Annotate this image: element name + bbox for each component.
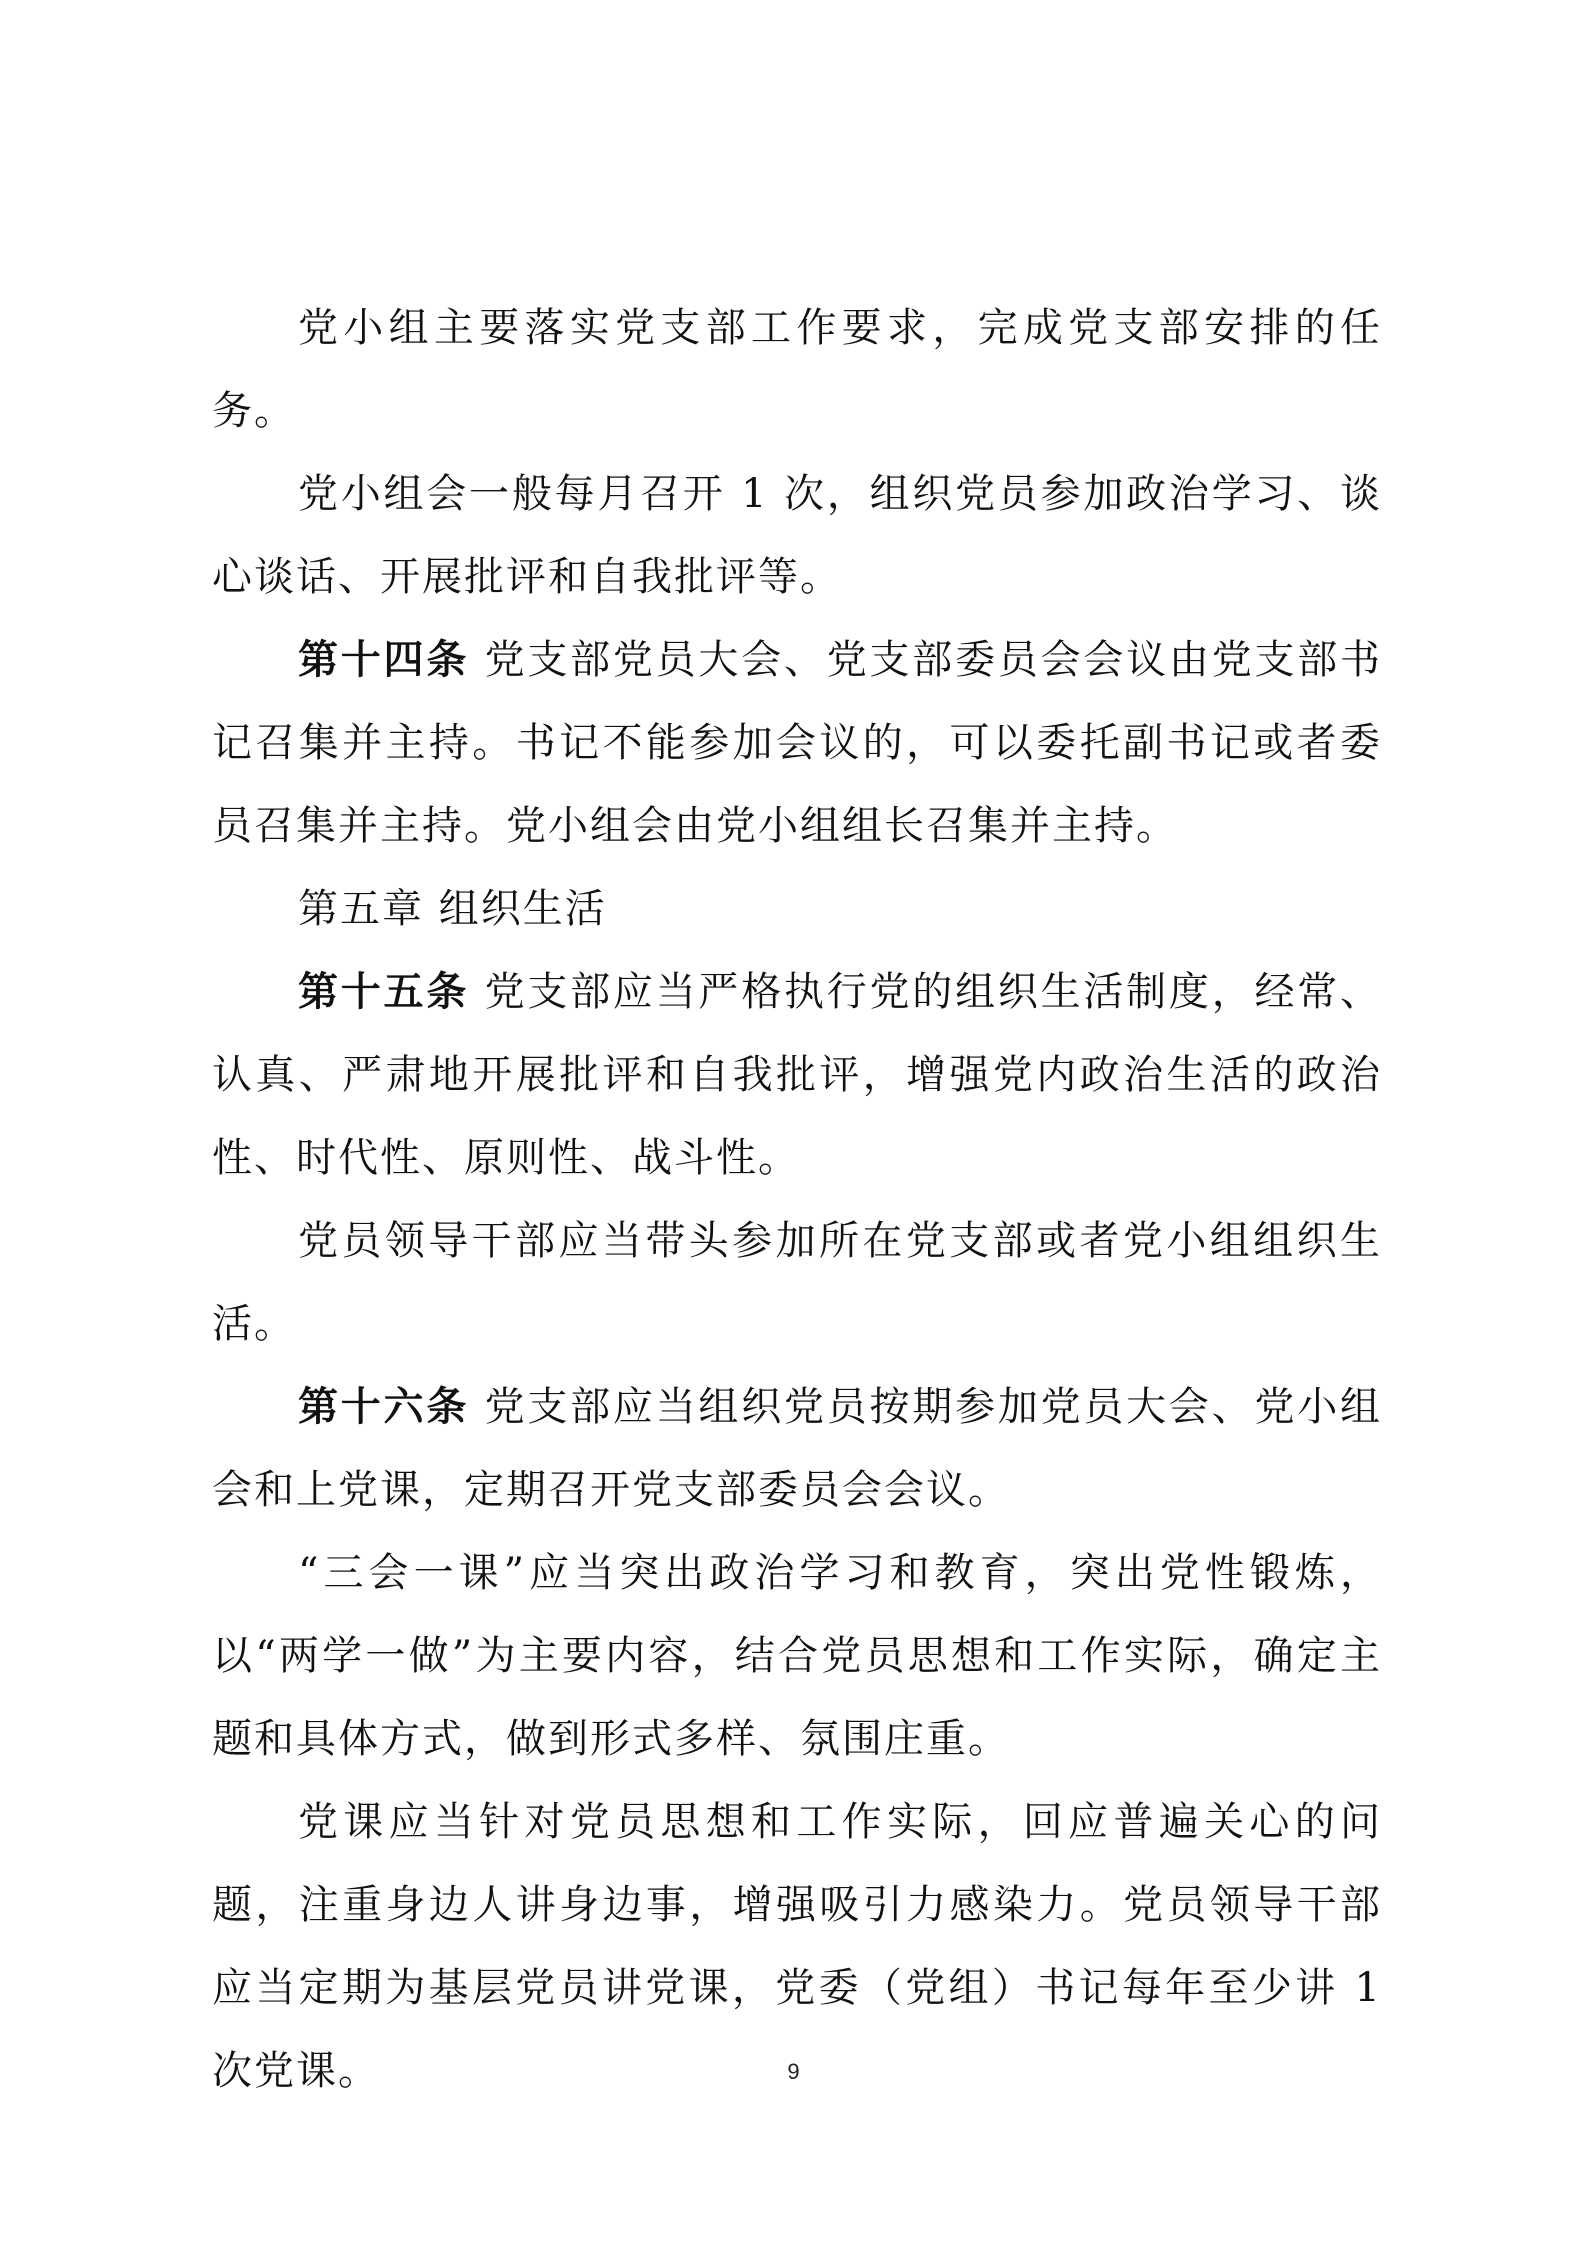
paragraph-text: 党小组主要落实党支部工作要求，完成党支部安排的任务。 xyxy=(212,305,1382,434)
paragraph-text: 党课应当针对党员思想和工作实际，回应普遍关心的问题，注重身边人讲身边事，增强吸引力感染力。党员领导干部应当定期为基层党员讲党课，党委（党组）书记每年至少讲 1 次党课。 xyxy=(212,1799,1382,2094)
paragraph-text: 党支部应当严格执行党的组织生活制度，经常、认真、严肃地开展批评和自我批评，增强党内政治生活的政治性、时代性、原则性、战斗性。 xyxy=(212,969,1383,1181)
article-heading: 第十五条 xyxy=(298,969,470,1015)
paragraph xyxy=(212,619,1382,868)
paragraph xyxy=(212,951,1382,1200)
paragraph xyxy=(212,1532,1382,1781)
paragraph-text: 党支部应当组织党员按期参加党员大会、党小组会和上党课，定期召开党支部委员会会议。 xyxy=(212,1384,1383,1513)
paragraph-text: “三会一课”应当突出政治学习和教育，突出党性锻炼，以“两学一做”为主要内容，结合党员思想和工作实际，确定主题和具体方式，做到形式多样、氛围庄重。 xyxy=(212,1550,1382,1762)
article-heading: 第十四条 xyxy=(298,637,470,683)
article-heading: 第十六条 xyxy=(298,1384,470,1430)
paragraph xyxy=(212,453,1382,619)
paragraph xyxy=(212,1366,1382,1532)
page-number: 9 xyxy=(787,2059,800,2084)
paragraph-text: 党小组会一般每月召开 1 次，组织党员参加政治学习、谈心谈话、开展批评和自我批评等。 xyxy=(212,471,1382,600)
document-body xyxy=(212,287,1382,2113)
paragraph xyxy=(212,287,1382,453)
paragraph-text: 党员领导干部应当带头参加所在党支部或者党小组组织生活。 xyxy=(212,1218,1382,1347)
chapter-title: 第五章 组织生活 xyxy=(298,886,607,932)
paragraph-text: 党支部党员大会、党支部委员会会议由党支部书记召集并主持。书记不能参加会议的，可以委托副书记或者委员召集并主持。党小组会由党小组组长召集并主持。 xyxy=(212,637,1383,849)
paragraph xyxy=(212,1200,1382,1366)
